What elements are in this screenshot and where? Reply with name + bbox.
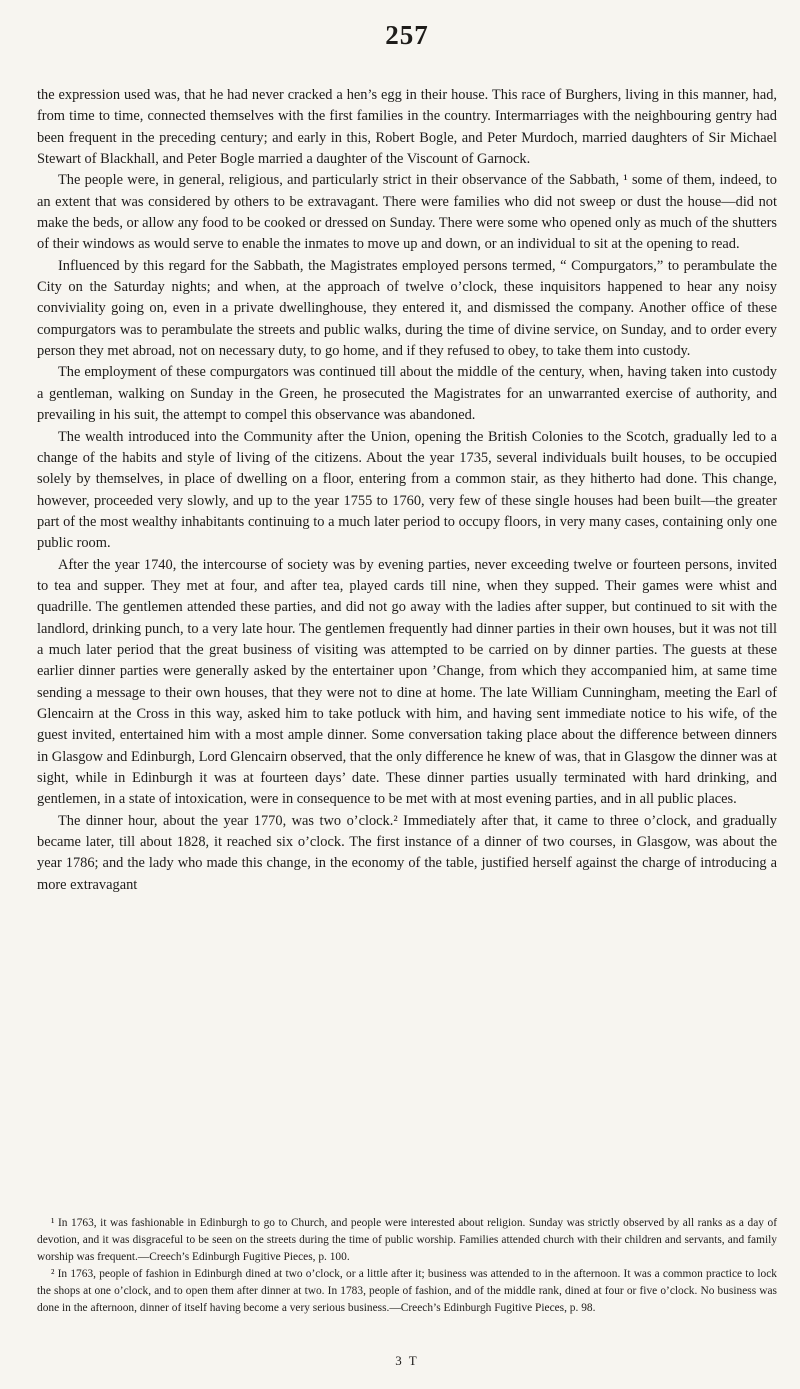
footnotes [37,1215,777,1318]
paragraph-3: Influenced by this regard for the Sabbath, the Magistrates employed persons termed, “ Compurgators,” to perambulate the City on the Saturday nights; and when, at the approach of twelve o’clock, these inquisitors happened to hear any noisy conviviality going on, even in a private dwellinghouse, they entered it, and dismissed the company. Another office of these compurgators was to perambulate the streets and public walks, during the time of divine service, on Sunday, and to order every person they met abroad, not on necessary duty, to go home, and if they refused to obey, to take them into custody. [37,257,777,360]
paragraph-5: The wealth introduced into the Community after the Union, opening the British Colonies to the Scotch, gradually led to a change of the habits and style of living of the citizens. About the year 1735, several individuals built houses, to be occupied solely by themselves, in place of dwelling on a floor, entering from a common stair, as they hitherto had done. This change, however, proceeded very slowly, and up to the year 1755 to 1760, very few of these single houses had been built—the greater part of the most wealthy inhabitants continuing to a much later period to occupy floors, in very many cases, containing only one public room. [37,428,777,552]
page-number: 257 [385,20,429,50]
body-text [37,85,777,896]
footnote-2: ² In 1763, people of fashion in Edinburgh dined at two o’clock, or a little after it; business was attended to in the afternoon. It was a common practice to lock the shops at one o’clock, and to open them after dinner at two. In 1783, people of fashion, and of the middle rank, dined at four or five o’clock. No business was done in the afternoon, dinner of itself having become a very serious business.—Creech’s Edinburgh Fugitive Pieces, p. 98. [37,1268,777,1315]
paragraph-2: The people were, in general, religious, and particularly strict in their observance of the Sabbath, ¹ some of them, indeed, to an extent that was considered by others to be extravagant. There were families who did not sweep or dust the house—did not make the beds, or allow any food to be cooked or dressed on Sunday. There were some who opened only as much of the shutters of their windows as would serve to enable the inmates to move up and down, or an individual to sit at the opening to read. [37,172,777,253]
paragraph-1: the expression used was, that he had never cracked a hen’s egg in their house. This race of Burghers, living in this manner, had, from time to time, connected themselves with the first families in the country. Intermarriages with the neighbouring gentry had been frequent in the preceding century; and early in this, Robert Bogle, and Peter Murdoch, married daughters of Sir Michael Stewart of Blackhall, and Peter Bogle married a daughter of the Viscount of Garnock. [37,87,777,168]
paragraph-4: The employment of these compurgators was continued till about the middle of the century, when, having taken into custody a gentleman, walking on Sunday in the Green, he prosecuted the Magistrates for an unwarranted exercise of authority, and prevailing in his suit, the attempt to compel this observance was abandoned. [37,364,777,424]
footnote-1: ¹ In 1763, it was fashionable in Edinburgh to go to Church, and people were interested about religion. Sunday was strictly observed by all ranks as a day of devotion, and it was disgraceful to be seen on the streets during the time of public worship. Families attended church with their children and servants, and family worship was frequent.—Creech’s Edinburgh Fugitive Pieces, p. 100. [37,1217,777,1264]
paragraph-7: The dinner hour, about the year 1770, was two o’clock.² Immediately after that, it came to three o’clock, and gradually became later, till about 1828, it reached six o’clock. The first instance of a dinner of two courses, in Glasgow, was about the year 1786; and the lady who made this change, in the economy of the table, justified herself against the charge of introducing a more extravagant [37,812,777,893]
signature-mark: 3 T [395,1353,419,1368]
paragraph-6: After the year 1740, the intercourse of society was by evening parties, never exceeding twelve or fourteen persons, invited to tea and supper. They met at four, and after tea, played cards till nine, when they supped. Their games were whist and quadrille. The gentlemen attended these parties, and did not go away with the ladies after supper, but continued to sit with the landlord, drinking punch, to a very late hour. The gentlemen frequently had dinner parties in their own houses, but it was not till a much later period that the great business of visiting was attempted to be carried on by dinner parties. The guests at these earlier dinner parties were generally asked by the entertainer upon ’Change, from which they accompanied him, at same time sending a message to their own houses, that they were not to dine at home. The late William Cunningham, meeting the Earl of Glencairn at the Cross in this way, asked him to take potluck with him, and having sent immediate notice to his wife, of the guest invited, entertained him with a most ample dinner. Some conversation taking place about the difference between dinners in Glasgow and Edinburgh, Lord Glencairn observed, that the only difference he knew of was, that in Glasgow the dinner was at sight, while in Edinburgh it was at fourteen days’ date. These dinner parties usually terminated with hard drinking, and gentlemen, in a state of intoxication, were in consequence to be met with at most evening parties, and in all public places. [37,556,777,808]
